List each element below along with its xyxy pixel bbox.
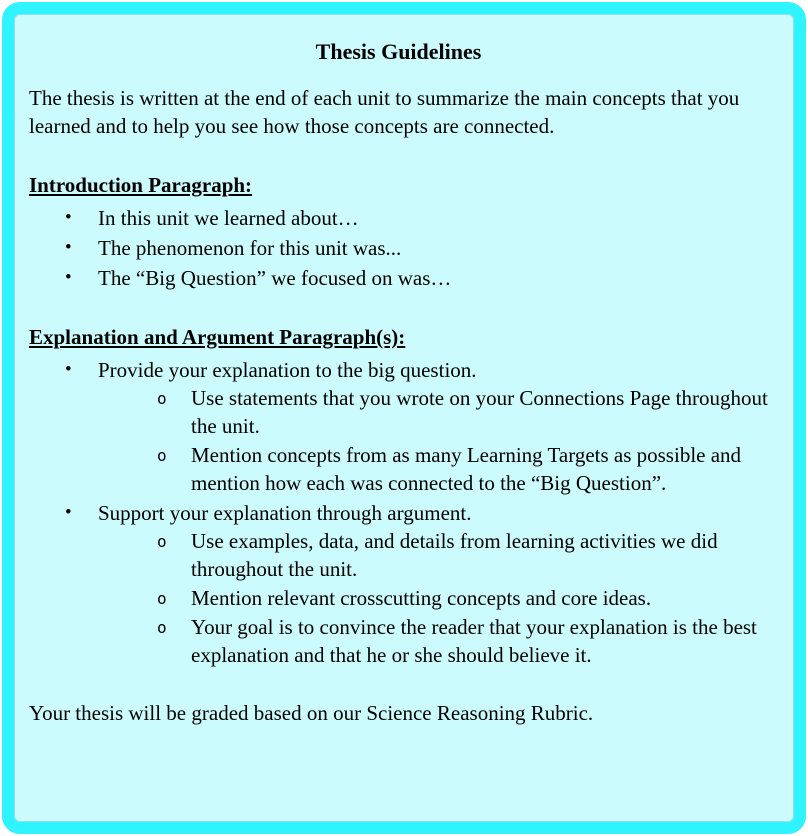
- sub-list-item-text: Mention concepts from as many Learning Targets as possible and mention how each was connected to the “Big Question”.: [191, 443, 742, 495]
- page-title: Thesis Guidelines: [315, 39, 482, 64]
- bullet-icon: •: [65, 267, 72, 288]
- list-item-text: The phenomenon for this unit was...: [98, 236, 402, 260]
- list-item: [29, 356, 768, 497]
- thesis-guidelines-card: [2, 2, 806, 834]
- sub-bullet-list: [98, 384, 768, 497]
- sub-bullet-list: [98, 527, 768, 669]
- circle-bullet-icon: o: [157, 446, 167, 465]
- list-item: [29, 204, 768, 232]
- explanation-bullet-list: [29, 356, 768, 669]
- sub-list-item-text: Mention relevant crosscutting concepts and core ideas.: [191, 586, 652, 610]
- list-item: [29, 499, 768, 669]
- sub-list-item-text: Use statements that you wrote on your Connections Page throughout the unit.: [191, 386, 768, 438]
- list-item-text: Provide your explanation to the big question.: [98, 358, 477, 382]
- bullet-icon: •: [65, 359, 72, 380]
- circle-bullet-icon: o: [157, 532, 167, 551]
- bullet-icon: •: [65, 237, 72, 258]
- list-item-text: The “Big Question” we focused on was…: [98, 266, 452, 290]
- introduction-bullet-list: [29, 204, 768, 292]
- bullet-icon: •: [65, 207, 72, 228]
- list-item-text: In this unit we learned about…: [98, 206, 359, 230]
- sub-list-item-text: Use examples, data, and details from learning activities we did throughout the unit.: [191, 529, 718, 581]
- sub-list-item: [98, 584, 768, 612]
- intro-paragraph: The thesis is written at the end of each unit to summarize the main concepts that you learned and to help you see how those concepts are connected.: [29, 86, 740, 138]
- bullet-icon: •: [65, 502, 72, 523]
- circle-bullet-icon: o: [157, 618, 167, 637]
- sub-list-item: [98, 527, 768, 583]
- sub-list-item-text: Your goal is to convince the reader that your explanation is the best explanation and that he or she should believe it.: [191, 615, 757, 667]
- list-item-text: Support your explanation through argument.: [98, 501, 472, 525]
- circle-bullet-icon: o: [157, 589, 167, 608]
- footer-paragraph: Your thesis will be graded based on our Science Reasoning Rubric.: [29, 701, 594, 725]
- list-item: [29, 264, 768, 292]
- section-heading-introduction: Introduction Paragraph:: [29, 173, 253, 197]
- sub-list-item: [98, 613, 768, 669]
- section-heading-explanation: Explanation and Argument Paragraph(s):: [29, 325, 406, 349]
- list-item: [29, 234, 768, 262]
- circle-bullet-icon: o: [157, 389, 167, 408]
- sub-list-item: [98, 384, 768, 440]
- sub-list-item: [98, 441, 768, 497]
